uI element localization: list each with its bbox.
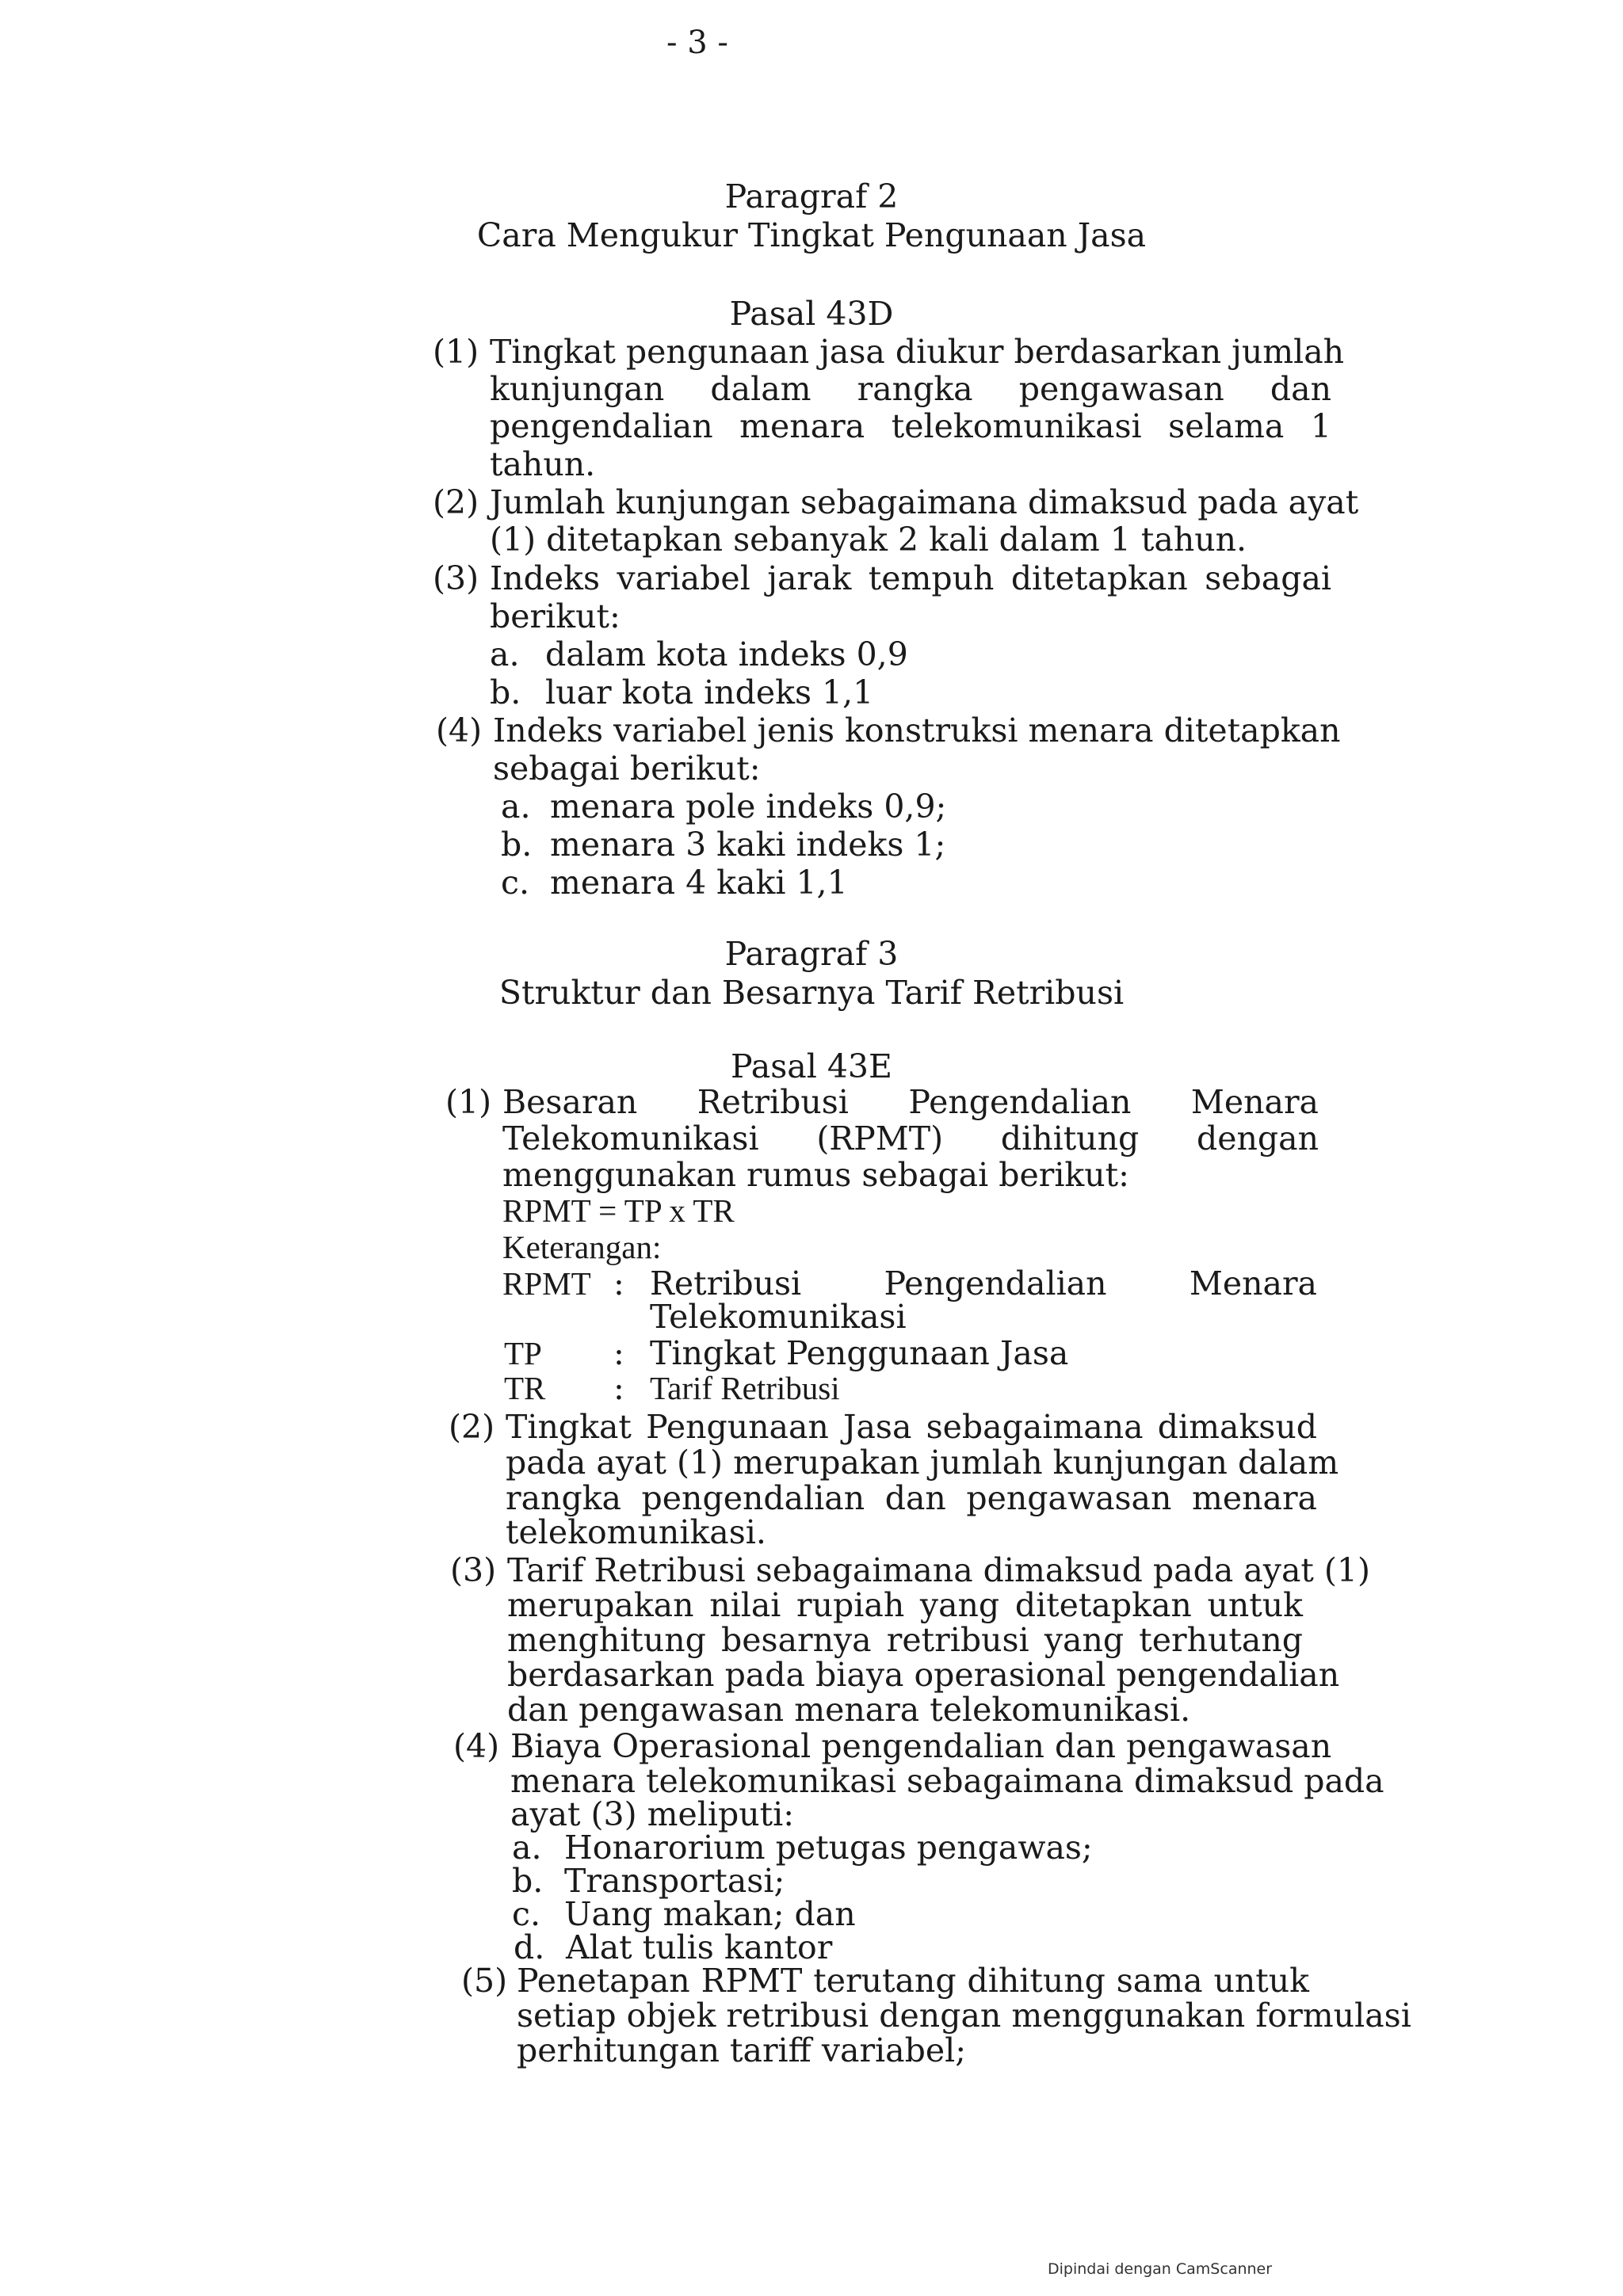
item-line: kunjungan dalam rangka pengawasan dan: [490, 370, 1331, 408]
sub-letter: d.: [514, 1928, 545, 1966]
item-line: dan pengawasan menara telekomunikasi.: [507, 1691, 1191, 1729]
legend-text: Retribusi Pengendalian Menara: [650, 1264, 1317, 1302]
item-line: (1) ditetapkan sebanyak 2 kali dalam 1 tahun.: [490, 521, 1247, 559]
item-line: pada ayat (1) merupakan jumlah kunjungan dalam: [506, 1444, 1339, 1482]
item-number: (5): [461, 1962, 508, 2000]
item-line: merupakan nilai rupiah yang ditetapkan untuk: [507, 1586, 1303, 1624]
legend-sep: :: [613, 1369, 624, 1407]
formula: RPMT = TP x TR: [502, 1192, 735, 1229]
item-line: tahun.: [490, 445, 596, 483]
sub-letter: c.: [512, 1895, 540, 1933]
sub-letter: b.: [490, 673, 521, 711]
item-line: berikut:: [490, 597, 621, 635]
item-number: (1): [445, 1083, 492, 1121]
legend-abbr: TP: [504, 1335, 542, 1371]
legend-text: Tarif Retribusi: [650, 1370, 840, 1406]
legend-text: Telekomunikasi: [650, 1298, 907, 1336]
item-number: (3): [450, 1551, 497, 1589]
item-line: ayat (3) meliputi:: [510, 1795, 795, 1833]
paragraf-3-title: Paragraf 3: [724, 935, 899, 973]
sub-text: luar kota indeks 1,1: [545, 673, 874, 711]
item-line: Telekomunikasi (RPMT) dihitung dengan: [502, 1119, 1319, 1158]
sub-letter: a.: [512, 1829, 542, 1867]
pasal-43e-title: Pasal 43E: [731, 1047, 892, 1085]
sub-text: Transportasi;: [564, 1862, 785, 1900]
paragraf-2-title: Paragraf 2: [724, 177, 899, 215]
item-line: Indeks variabel jenis konstruksi menara ditetapkan: [493, 711, 1341, 749]
item-number: (1): [433, 333, 479, 371]
item-line: menghitung besarnya retribusi yang terhutang: [507, 1621, 1303, 1659]
paragraf-2-subtitle: Cara Mengukur Tingkat Pengunaan Jasa: [476, 216, 1147, 254]
item-line: Biaya Operasional pengendalian dan pengawasan: [510, 1727, 1332, 1765]
legend-abbr: RPMT: [502, 1265, 591, 1302]
item-line: Penetapan RPMT terutang dihitung sama untuk: [517, 1962, 1309, 2000]
sub-text: Alat tulis kantor: [566, 1928, 833, 1966]
item-line: Tingkat pengunaan jasa diukur berdasarkan jumlah: [490, 333, 1345, 371]
item-line: Indeks variabel jarak tempuh ditetapkan sebagai: [490, 559, 1331, 597]
paragraf-3-subtitle: Struktur dan Besarnya Tarif Retribusi: [498, 974, 1125, 1012]
item-line: setiap objek retribusi dengan menggunakan formulasi: [517, 1997, 1411, 2035]
scanner-watermark: Dipindai dengan CamScanner: [1048, 2260, 1273, 2278]
item-line: Tingkat Pengunaan Jasa sebagaimana dimaksud: [506, 1408, 1317, 1446]
item-line: perhitungan tariff variabel;: [517, 2031, 967, 2069]
item-line: Tarif Retribusi sebagaimana dimaksud pada ayat (1): [507, 1551, 1370, 1589]
sub-letter: a.: [501, 788, 531, 826]
sub-text: menara pole indeks 0,9;: [550, 788, 947, 826]
item-line: telekomunikasi.: [506, 1513, 766, 1551]
sub-letter: a.: [490, 635, 520, 673]
item-line: menggunakan rumus sebagai berikut:: [502, 1156, 1129, 1194]
sub-text: dalam kota indeks 0,9: [545, 635, 908, 673]
sub-letter: b.: [501, 826, 533, 864]
item-line: Jumlah kunjungan sebagaimana dimaksud pada ayat: [490, 483, 1359, 521]
sub-text: Uang makan; dan: [564, 1895, 856, 1933]
legend-sep: :: [613, 1264, 624, 1302]
item-line: pengendalian menara telekomunikasi selama 1: [490, 407, 1331, 445]
sub-letter: b.: [512, 1862, 544, 1900]
sub-text: Honarorium petugas pengawas;: [564, 1829, 1093, 1867]
legend-sep: :: [613, 1334, 624, 1372]
legend-abbr: TR: [504, 1370, 546, 1406]
item-number: (2): [449, 1408, 495, 1446]
item-number: (3): [433, 559, 479, 597]
item-line: Besaran Retribusi Pengendalian Menara: [502, 1083, 1319, 1121]
item-number: (4): [436, 711, 483, 749]
sub-text: menara 4 kaki 1,1: [550, 864, 848, 902]
item-number: (2): [433, 483, 479, 521]
item-line: sebagai berikut:: [493, 749, 761, 788]
sub-letter: c.: [501, 864, 529, 902]
item-line: rangka pengendalian dan pengawasan menara: [506, 1479, 1317, 1517]
pasal-43d-title: Pasal 43D: [729, 295, 894, 333]
keterangan-label: Keterangan:: [502, 1229, 662, 1265]
page-number: - 3 -: [666, 25, 728, 61]
sub-text: menara 3 kaki indeks 1;: [550, 826, 946, 864]
item-number: (4): [453, 1727, 500, 1765]
legend-text: Tingkat Penggunaan Jasa: [650, 1334, 1069, 1372]
item-line: berdasarkan pada biaya operasional pengendalian: [507, 1656, 1340, 1694]
item-line: menara telekomunikasi sebagaimana dimaksud pada: [510, 1762, 1384, 1800]
